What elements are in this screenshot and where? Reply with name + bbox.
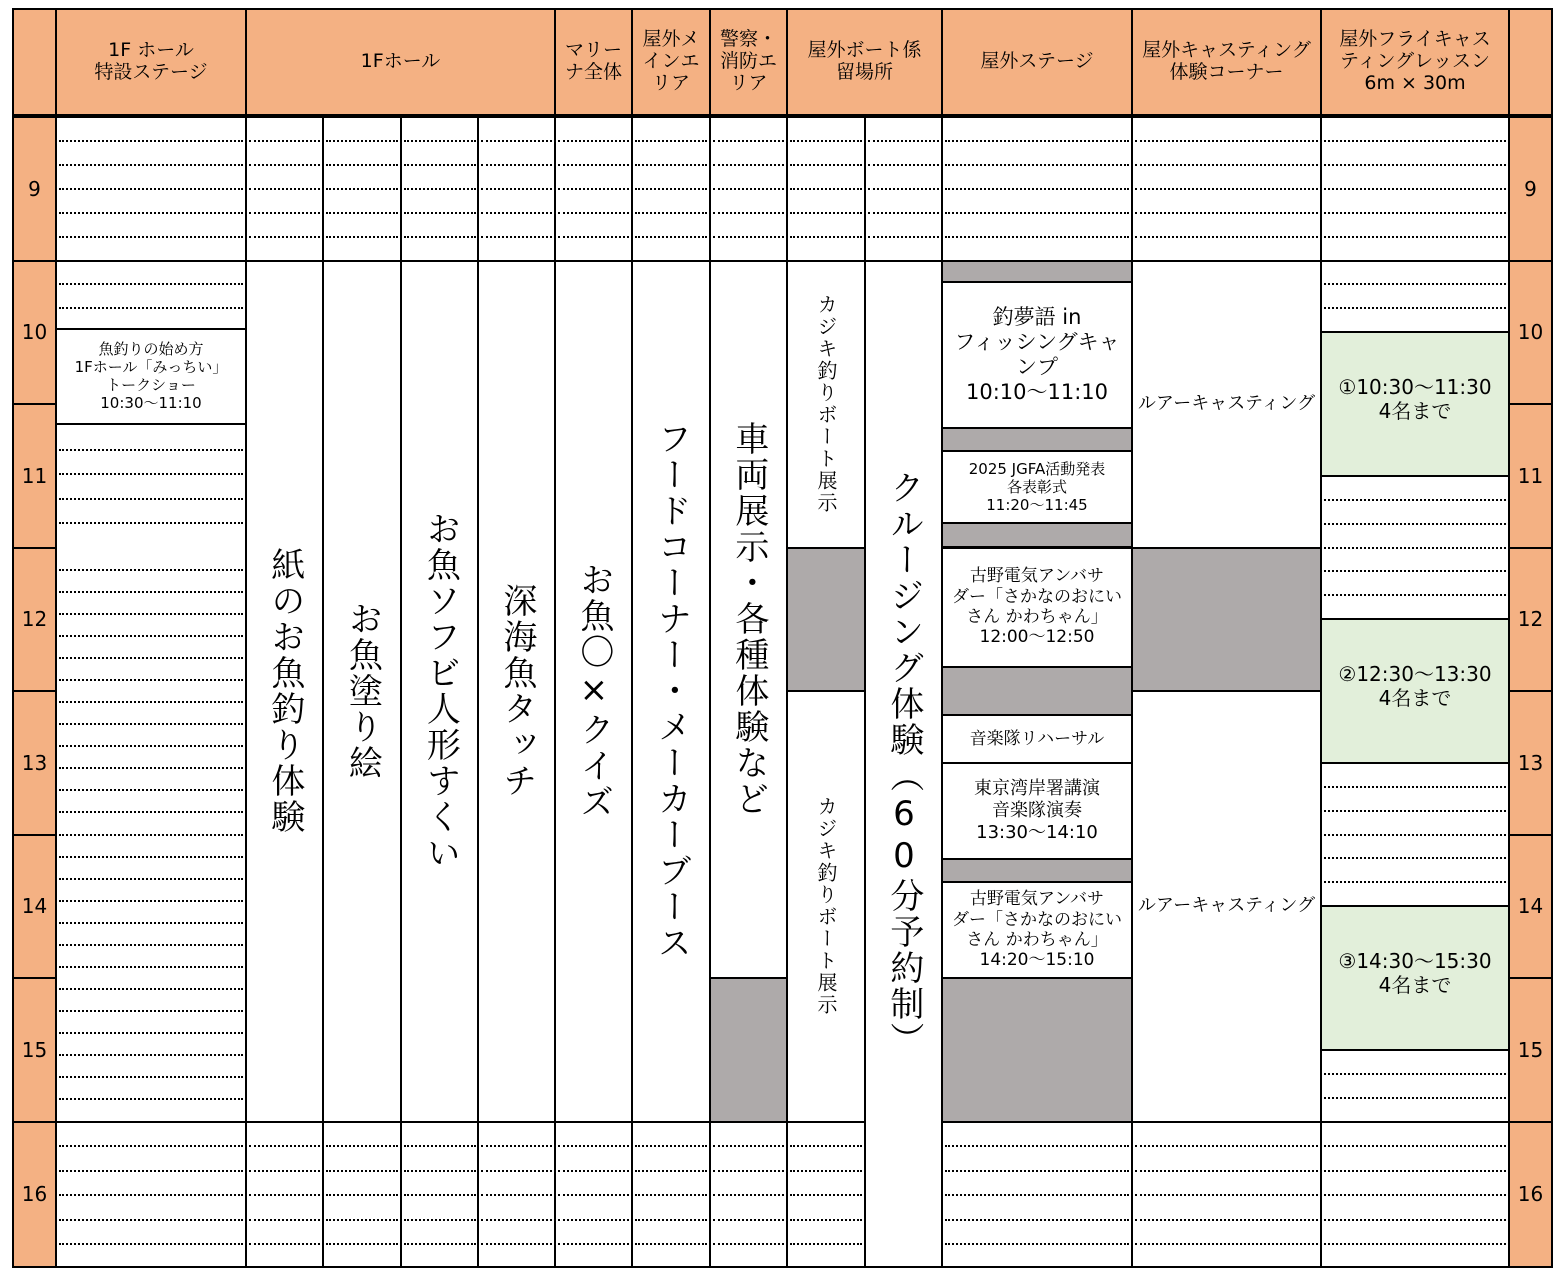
- dotted-gridline: [945, 236, 1129, 238]
- dotted-gridline: [59, 569, 243, 571]
- dotted-gridline: [558, 1145, 629, 1147]
- dotted-gridline: [790, 164, 862, 166]
- dotted-gridline: [59, 900, 243, 902]
- hour-cell-right: 16: [1508, 1121, 1553, 1269]
- dotted-gridline: [713, 1243, 784, 1245]
- outdoor-stage-closed: [941, 666, 1133, 717]
- header-outdoor-stage: 屋外ステージ: [941, 8, 1133, 116]
- dotted-gridline: [249, 1170, 320, 1172]
- dotted-gridline: [1324, 1145, 1506, 1147]
- hall-event-0: 紙のお魚釣り体験: [245, 260, 324, 1123]
- dotted-gridline: [1324, 1243, 1506, 1245]
- dotted-gridline: [404, 188, 476, 190]
- dotted-gridline: [713, 236, 784, 238]
- corner-cell-right: [1508, 8, 1553, 116]
- dotted-gridline: [945, 164, 1129, 166]
- outdoor-stage-event-3: 音楽隊リハーサル: [941, 714, 1133, 763]
- dotted-gridline: [59, 811, 243, 813]
- vehicle-display-event: 車両展示・各種体験など: [709, 260, 788, 980]
- dotted-gridline: [481, 236, 552, 238]
- dotted-gridline: [404, 212, 476, 214]
- dotted-gridline: [558, 236, 629, 238]
- dotted-gridline: [59, 164, 243, 166]
- dotted-gridline: [713, 212, 784, 214]
- dotted-gridline: [59, 188, 243, 190]
- header-fly-casting: 屋外フライキャス ティングレッスン 6m × 30m: [1320, 8, 1510, 116]
- dotted-gridline: [59, 449, 243, 451]
- dotted-gridline: [481, 1170, 552, 1172]
- dotted-gridline: [59, 236, 243, 238]
- header-hall: 1Fホール: [245, 8, 556, 116]
- dotted-gridline: [945, 188, 1129, 190]
- dotted-gridline: [249, 1194, 320, 1196]
- dotted-gridline: [1324, 188, 1506, 190]
- dotted-gridline: [1135, 1194, 1318, 1196]
- dotted-gridline: [59, 723, 243, 725]
- outdoor-stage-closed: [941, 977, 1133, 1123]
- boat-display-morning: カジキ釣りボート展示: [786, 260, 866, 549]
- boat-display-afternoon: カジキ釣りボート展示: [786, 690, 866, 1123]
- dotted-gridline: [59, 1076, 243, 1078]
- dotted-gridline: [481, 188, 552, 190]
- dotted-gridline: [635, 164, 707, 166]
- dotted-gridline: [249, 1145, 320, 1147]
- dotted-gridline: [945, 140, 1129, 142]
- hour-cell-right: 11: [1508, 403, 1553, 549]
- dotted-gridline: [945, 1170, 1129, 1172]
- hour-cell-left: 9: [12, 116, 57, 262]
- dotted-gridline: [1135, 236, 1318, 238]
- food-maker-booth: フードコーナー・メーカーブース: [631, 260, 711, 1123]
- dotted-gridline: [558, 140, 629, 142]
- dotted-gridline: [1135, 1243, 1318, 1245]
- outdoor-stage-closed: [941, 427, 1133, 452]
- dotted-gridline: [945, 1243, 1129, 1245]
- dotted-gridline: [790, 1145, 862, 1147]
- dotted-gridline: [868, 188, 939, 190]
- outdoor-stage-closed: [941, 522, 1133, 548]
- dotted-gridline: [1324, 1219, 1506, 1221]
- dotted-gridline: [1324, 570, 1506, 572]
- dotted-gridline: [790, 1170, 862, 1172]
- dotted-gridline: [59, 1032, 243, 1034]
- dotted-gridline: [1324, 236, 1506, 238]
- hour-cell-right: 13: [1508, 690, 1553, 836]
- outdoor-stage-event-2: 古野電気アンバサ ダー「さかなのおにい さん かわちゃん」 12:00～12:50: [941, 547, 1133, 668]
- dotted-gridline: [59, 878, 243, 880]
- dotted-gridline: [1324, 499, 1506, 501]
- dotted-gridline: [59, 834, 243, 836]
- dotted-gridline: [59, 498, 243, 500]
- corner-cell-left: [12, 8, 57, 116]
- dotted-gridline: [790, 140, 862, 142]
- dotted-gridline: [790, 188, 862, 190]
- outdoor-stage-event-4: 東京湾岸署講演 音楽隊演奏 13:30～14:10: [941, 762, 1133, 860]
- dotted-gridline: [713, 1145, 784, 1147]
- dotted-gridline: [790, 212, 862, 214]
- dotted-gridline: [59, 283, 243, 285]
- dotted-gridline: [713, 1170, 784, 1172]
- dotted-gridline: [59, 635, 243, 637]
- dotted-gridline: [1324, 881, 1506, 883]
- hour-cell-left: 12: [12, 547, 57, 693]
- dotted-gridline: [326, 1145, 398, 1147]
- dotted-gridline: [404, 1145, 476, 1147]
- dotted-gridline: [59, 701, 243, 703]
- dotted-gridline: [1324, 1194, 1506, 1196]
- hall-event-1: お魚塗り絵: [322, 260, 402, 1123]
- dotted-gridline: [481, 164, 552, 166]
- dotted-gridline: [635, 212, 707, 214]
- dotted-gridline: [249, 140, 320, 142]
- dotted-gridline: [59, 922, 243, 924]
- dotted-gridline: [59, 140, 243, 142]
- dotted-gridline: [945, 1194, 1129, 1196]
- fly-lesson-0: ①10:30～11:30 4名まで: [1320, 331, 1510, 477]
- dotted-gridline: [1324, 547, 1506, 549]
- dotted-gridline: [1324, 594, 1506, 596]
- hour-cell-right: 15: [1508, 977, 1553, 1123]
- cruising-experience: クルージング体験（60分予約制）: [864, 260, 943, 1269]
- dotted-gridline: [59, 1010, 243, 1012]
- dotted-gridline: [868, 212, 939, 214]
- dotted-gridline: [59, 1170, 243, 1172]
- dotted-gridline: [59, 745, 243, 747]
- dotted-gridline: [59, 1194, 243, 1196]
- fly-lesson-2: ③14:30～15:30 4名まで: [1320, 905, 1510, 1051]
- lure-casting-afternoon: ルアーキャスティング: [1131, 690, 1322, 1123]
- header-casting-corner: 屋外キャスティング 体験コーナー: [1131, 8, 1322, 116]
- dotted-gridline: [635, 1194, 707, 1196]
- header-marina: マリー ナ全体: [554, 8, 633, 116]
- dotted-gridline: [1324, 1073, 1506, 1075]
- dotted-gridline: [1135, 212, 1318, 214]
- marina-quiz-event: お魚〇×クイズ: [554, 260, 633, 1123]
- dotted-gridline: [713, 188, 784, 190]
- dotted-gridline: [326, 1219, 398, 1221]
- dotted-gridline: [790, 1243, 862, 1245]
- outdoor-stage-closed: [941, 260, 1133, 284]
- dotted-gridline: [945, 1145, 1129, 1147]
- dotted-gridline: [249, 188, 320, 190]
- dotted-gridline: [404, 236, 476, 238]
- dotted-gridline: [1324, 1170, 1506, 1172]
- fly-lesson-1: ②12:30～13:30 4名まで: [1320, 618, 1510, 764]
- outdoor-stage-event-5: 古野電気アンバサ ダー「さかなのおにい さん かわちゃん」 14:20～15:10: [941, 881, 1133, 979]
- dotted-gridline: [59, 856, 243, 858]
- stage-talkshow-event: 魚釣りの始め方 1Fホール「みっちい」 トークショー 10:30～11:10: [55, 328, 247, 424]
- dotted-gridline: [635, 140, 707, 142]
- dotted-gridline: [558, 188, 629, 190]
- dotted-gridline: [59, 212, 243, 214]
- dotted-gridline: [249, 164, 320, 166]
- dotted-gridline: [945, 1219, 1129, 1221]
- dotted-gridline: [1324, 523, 1506, 525]
- outdoor-stage-event-1: 2025 JGFA活動発表 各表彰式 11:20～11:45: [941, 450, 1133, 524]
- lure-casting-morning: ルアーキャスティング: [1131, 260, 1322, 549]
- dotted-gridline: [326, 164, 398, 166]
- dotted-gridline: [404, 1219, 476, 1221]
- casting-closed-block: [1131, 547, 1322, 693]
- dotted-gridline: [558, 1194, 629, 1196]
- hall-event-2: お魚ソフビ人形すくい: [400, 260, 480, 1123]
- dotted-gridline: [1324, 164, 1506, 166]
- dotted-gridline: [1324, 1097, 1506, 1099]
- dotted-gridline: [868, 140, 939, 142]
- hour-cell-left: 15: [12, 977, 57, 1123]
- dotted-gridline: [59, 988, 243, 990]
- hour-cell-left: 16: [12, 1121, 57, 1269]
- hour-cell-right: 14: [1508, 834, 1553, 980]
- dotted-gridline: [635, 1145, 707, 1147]
- hour-cell-left: 13: [12, 690, 57, 836]
- boat-closed-block: [786, 547, 866, 693]
- dotted-gridline: [326, 140, 398, 142]
- dotted-gridline: [713, 1219, 784, 1221]
- dotted-gridline: [59, 1098, 243, 1100]
- dotted-gridline: [59, 679, 243, 681]
- dotted-gridline: [635, 1170, 707, 1172]
- hour-cell-right: 10: [1508, 260, 1553, 406]
- hall-event-3: 深海魚タッチ: [477, 260, 556, 1123]
- dotted-gridline: [1324, 857, 1506, 859]
- hour-cell-right: 12: [1508, 547, 1553, 693]
- header-outdoor-main: 屋外メ インエ リア: [631, 8, 711, 116]
- dotted-gridline: [326, 188, 398, 190]
- dotted-gridline: [59, 473, 243, 475]
- dotted-gridline: [326, 212, 398, 214]
- dotted-gridline: [713, 164, 784, 166]
- dotted-gridline: [59, 307, 243, 309]
- dotted-gridline: [481, 212, 552, 214]
- hour-cell-left: 11: [12, 403, 57, 549]
- police-closed-block: [709, 977, 788, 1123]
- dotted-gridline: [404, 1194, 476, 1196]
- dotted-gridline: [1324, 212, 1506, 214]
- dotted-gridline: [1135, 140, 1318, 142]
- dotted-gridline: [59, 966, 243, 968]
- dotted-gridline: [481, 1145, 552, 1147]
- header-boat-mooring: 屋外ボート係 留場所: [786, 8, 943, 116]
- dotted-gridline: [249, 212, 320, 214]
- dotted-gridline: [59, 1054, 243, 1056]
- dotted-gridline: [1324, 307, 1506, 309]
- dotted-gridline: [326, 1243, 398, 1245]
- hour-cell-left: 10: [12, 260, 57, 406]
- dotted-gridline: [558, 1170, 629, 1172]
- dotted-gridline: [481, 1219, 552, 1221]
- header-police-fire: 警察・ 消防エ リア: [709, 8, 788, 116]
- dotted-gridline: [59, 1243, 243, 1245]
- hour-cell-left: 14: [12, 834, 57, 980]
- dotted-gridline: [1135, 1145, 1318, 1147]
- dotted-gridline: [713, 140, 784, 142]
- hour-cell-right: 9: [1508, 116, 1553, 262]
- dotted-gridline: [790, 1194, 862, 1196]
- dotted-gridline: [945, 212, 1129, 214]
- dotted-gridline: [249, 236, 320, 238]
- dotted-gridline: [558, 1219, 629, 1221]
- dotted-gridline: [868, 164, 939, 166]
- dotted-gridline: [558, 1243, 629, 1245]
- dotted-gridline: [635, 1219, 707, 1221]
- dotted-gridline: [558, 212, 629, 214]
- outdoor-stage-event-0: 釣夢語 in フィッシングキャ ンプ 10:10～11:10: [941, 281, 1133, 429]
- dotted-gridline: [59, 591, 243, 593]
- dotted-gridline: [59, 789, 243, 791]
- dotted-gridline: [635, 1243, 707, 1245]
- dotted-gridline: [481, 140, 552, 142]
- dotted-gridline: [790, 236, 862, 238]
- dotted-gridline: [59, 1145, 243, 1147]
- dotted-gridline: [1324, 834, 1506, 836]
- dotted-gridline: [59, 944, 243, 946]
- dotted-gridline: [326, 1170, 398, 1172]
- dotted-gridline: [1135, 164, 1318, 166]
- dotted-gridline: [481, 1194, 552, 1196]
- dotted-gridline: [635, 188, 707, 190]
- dotted-gridline: [59, 522, 243, 524]
- dotted-gridline: [59, 657, 243, 659]
- dotted-gridline: [59, 1219, 243, 1221]
- dotted-gridline: [1135, 188, 1318, 190]
- dotted-gridline: [713, 1194, 784, 1196]
- dotted-gridline: [404, 1243, 476, 1245]
- dotted-gridline: [635, 236, 707, 238]
- dotted-gridline: [404, 164, 476, 166]
- dotted-gridline: [326, 1194, 398, 1196]
- header-stage-special: 1F ホール 特設ステージ: [55, 8, 247, 116]
- dotted-gridline: [249, 1219, 320, 1221]
- dotted-gridline: [59, 767, 243, 769]
- dotted-gridline: [326, 236, 398, 238]
- dotted-gridline: [249, 1243, 320, 1245]
- dotted-gridline: [1135, 1170, 1318, 1172]
- dotted-gridline: [1324, 810, 1506, 812]
- dotted-gridline: [558, 164, 629, 166]
- outdoor-stage-closed: [941, 858, 1133, 883]
- dotted-gridline: [868, 236, 939, 238]
- dotted-gridline: [59, 613, 243, 615]
- dotted-gridline: [481, 1243, 552, 1245]
- dotted-gridline: [1324, 786, 1506, 788]
- dotted-gridline: [1324, 140, 1506, 142]
- dotted-gridline: [790, 1219, 862, 1221]
- dotted-gridline: [404, 1170, 476, 1172]
- dotted-gridline: [404, 140, 476, 142]
- dotted-gridline: [1135, 1219, 1318, 1221]
- dotted-gridline: [1324, 283, 1506, 285]
